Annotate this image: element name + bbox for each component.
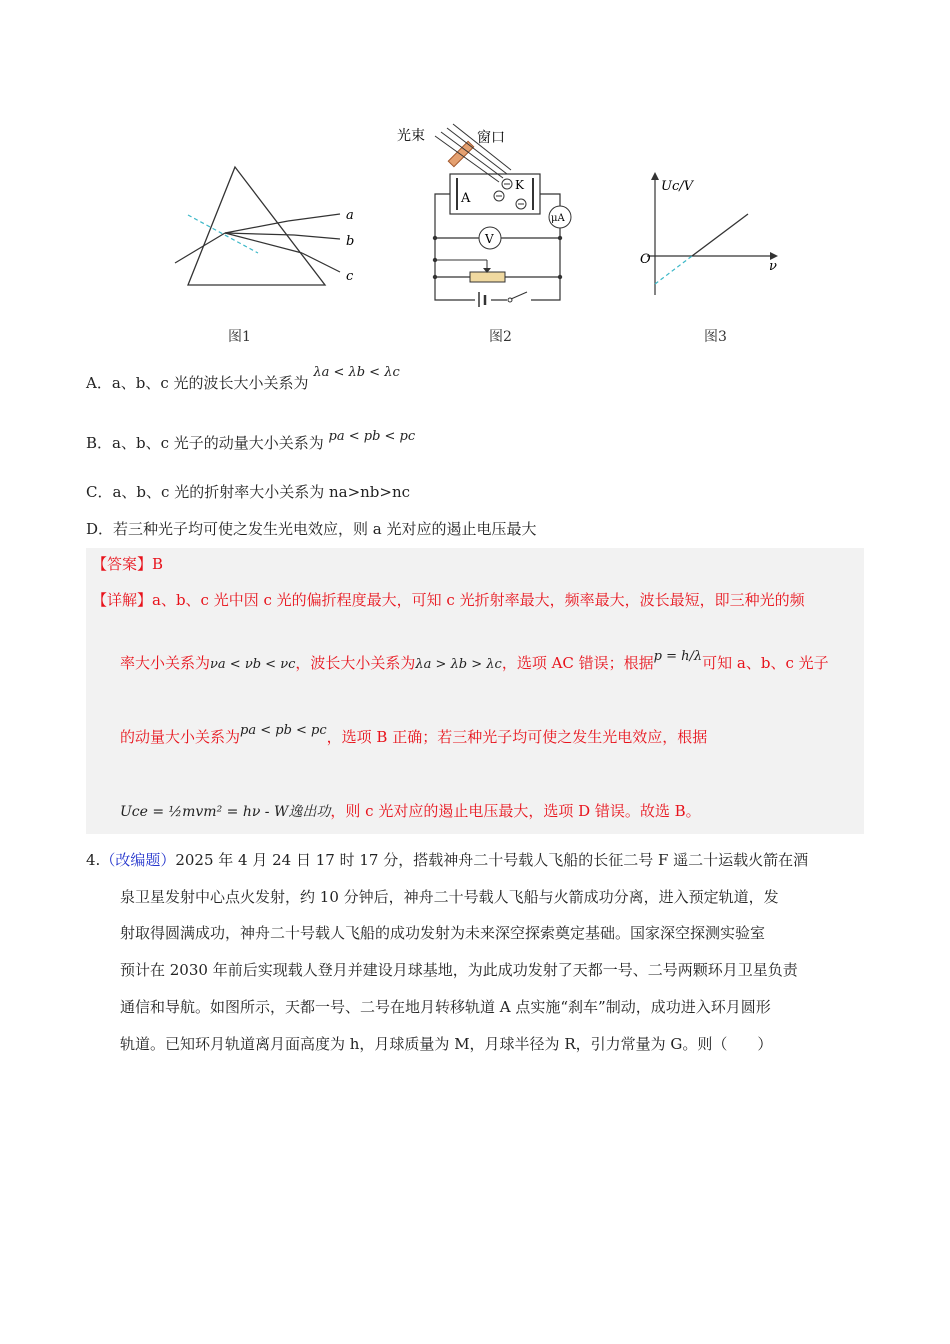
voltmeter-label: V [485,232,494,246]
question-number: 4. [86,851,101,869]
question-4-line-2: 泉卫星发射中心点火发射，约 10 分钟后，神舟二十号载人飞船与火箭成功分离，进入预定轨道，发 [120,888,779,906]
question-tag: （改编题） [100,851,176,869]
figure-3-caption: 图3 [704,329,727,345]
beam-label: 光束 [397,128,425,144]
cathode-label: K [515,178,524,192]
momentum-relation-math: pa < pb < pc [240,723,327,738]
detail-line-3: 的动量大小关系为pa < pb < pc，选项 B 正确；若三种光子均可使之发生光电效应，根据 [120,723,708,746]
window-label: 窗口 [477,130,505,146]
question-4-line-4: 预计在 2030 年前后实现载人登月并建设月球基地，为此成功发射了天都一号、二号两颗环月卫星负责 [120,961,798,979]
figure-2-circuit [395,122,585,307]
origin-label: O [640,252,651,267]
ray-label-c: c [346,269,354,284]
detail-label: 【详解】 [92,591,153,609]
figure-2-caption: 图2 [489,329,512,345]
figure-1-prism [170,165,370,290]
option-a-math: λa < λb < λc [313,365,400,380]
option-c: C．a、b、c 光的折射率大小关系为 na>nb>nc [86,483,411,501]
wavelength-relation-math: λa > λb > λc [415,657,502,672]
option-d: D．若三种光子均可使之发生光电效应，则 a 光对应的遏止电压最大 [86,520,537,538]
option-a: A．a、b、c 光的波长大小关系为 λa < λb < λc [86,365,400,392]
answer-line [92,553,163,574]
ray-label-b: b [346,234,355,249]
answer-label: 【答案】 [92,555,153,573]
question-4-line-3: 射取得圆满成功，神舟二十号载人飞船的成功发射为未来深空探索奠定基础。国家深空探测实验室 [120,924,766,942]
ray-label-a: a [346,208,354,223]
option-b: B．a、b、c 光子的动量大小关系为 pa < pb < pc [86,429,416,452]
figure-3-graph [635,170,785,300]
anode-label: A [461,191,471,206]
option-b-math: pa < pb < pc [328,429,416,444]
question-4-line-1: 4.（改编题）2025 年 4 月 24 日 17 时 17 分，搭载神舟二十号载人飞船的长征二号 F 遥二十运载火箭在酒 [86,851,809,869]
momentum-formula-math: p = h/λ [653,649,703,664]
x-axis-label: ν [769,259,777,274]
ammeter-label: μA [551,213,565,224]
y-axis-label: Uc/V [661,179,694,194]
detail-line-1: 【详解】a、b、c 光中因 c 光的偏折程度最大，可知 c 光折射率最大，频率最大，波长最短，即三种光的频 [92,591,805,609]
freq-relation-math: νa < νb < νc [210,657,296,672]
stopping-voltage-formula: Uce = ½mvm² = hν - W逸出功 [120,804,331,820]
detail-line-4: Uce = ½mvm² = hν - W逸出功，则 c 光对应的遏止电压最大，选项 D 错误。故选 B。 [120,802,701,820]
question-4-line-6: 轨道。已知环月轨道离月面高度为 h，月球质量为 M，月球半径为 R，引力常量为 G。则（ ） [120,1035,773,1053]
question-4-line-5: 通信和导航。如图所示，天都一号、二号在地月转移轨道 A 点实施“刹车”制动，成功进入环月圆形 [120,998,771,1016]
detail-line-2: 率大小关系为νa < νb < νc，波长大小关系为λa > λb > λc，选项 AC 错误；根据p = h/λ可知 a、b、c 光子 [120,649,829,672]
answer-value: B [152,555,164,573]
figure-1-caption: 图1 [228,329,251,345]
